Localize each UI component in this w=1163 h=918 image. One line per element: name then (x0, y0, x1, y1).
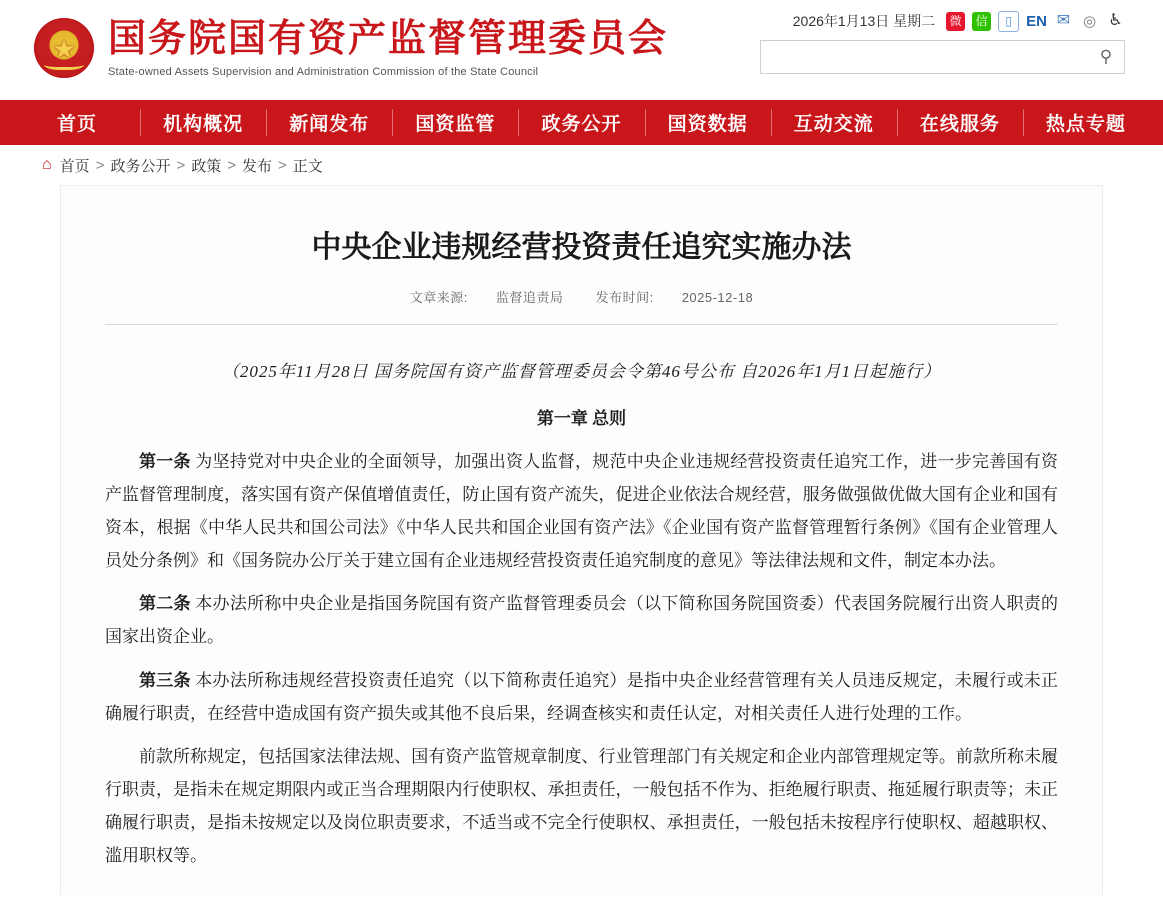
breadcrumb-item-government-affairs[interactable]: 政务公开 (110, 157, 171, 175)
site-title-cn: 国务院国有资产监督管理委员会 (108, 18, 669, 61)
breadcrumb-separator: > (227, 156, 237, 174)
nav-item-supervision[interactable]: 国资监管 (392, 100, 518, 145)
mobile-icon[interactable]: ▯ (998, 11, 1019, 32)
breadcrumb-item-policy[interactable]: 政策 (191, 157, 222, 175)
article-body (105, 325, 1058, 873)
site-title-block (108, 18, 668, 78)
page-title: 中央企业违规经营投资责任追究实施办法 (311, 231, 852, 264)
search-icon[interactable]: ⚲ (1088, 42, 1124, 72)
article-date-value: 2025-12-18 (681, 289, 754, 305)
main-navigation (0, 100, 1163, 145)
article-clause-marker: 第三条 (139, 670, 191, 690)
article-clause-text: 本办法所称违规经营投资责任追究（以下简称责任追究）是指中央企业经营管理有关人员违反规定，未履行或未正确履行职责，在经营中造成国有资产损失或其他不良后果，经调查核实和责任认定，对相关责任人进行处理的工作。 (105, 670, 1059, 723)
home-icon: ⌂ (42, 156, 52, 173)
header-utility-area (760, 6, 1125, 74)
article-source-label: 文章来源: (409, 289, 468, 305)
search-input[interactable] (761, 42, 1088, 72)
mail-icon[interactable]: ✉ (1056, 12, 1071, 29)
breadcrumb-separator: > (95, 156, 105, 174)
article-meta (105, 287, 1058, 306)
national-emblem-icon (34, 18, 94, 78)
article-source-value: 监督追责局 (495, 289, 564, 305)
search-box (760, 40, 1125, 74)
site-title-en: State-owned Assets Supervision and Administration Commission of the State Council (108, 65, 539, 78)
nav-item-government-affairs[interactable]: 政务公开 (518, 100, 644, 145)
nav-item-news[interactable]: 新闻发布 (266, 100, 392, 145)
site-logo-area[interactable] (34, 18, 668, 78)
current-date: 2026年1月13日 星期二 (792, 13, 936, 29)
breadcrumb-separator: > (176, 156, 186, 174)
article-paragraph (105, 587, 1058, 653)
article-clause-text: 为坚持党对中央企业的全面领导，加强出资人监督，规范中央企业违规经营投资责任追究工作，进一步完善国有资产监督管理制度，落实国有资产保值增值责任，防止国有资产流失，促进企业依法合规经营，服务做强做优做大国有企业和国有资本，根据《中华人民共和国公司法》《中华人民共和国企业国有资产法》《企业国有资产监督管理暂行条例》《国有企业管理人员处分条例》和《国务院办公厅关于建立国有企业违规经营投资责任追究制度的意见》等法律法规和文件，制定本办法。 (105, 451, 1059, 571)
article-container (60, 185, 1103, 895)
article-clause-marker: 第一条 (139, 451, 191, 471)
article-clause-text: 前款所称规定，包括国家法律法规、国有资产监管规章制度、行业管理部门有关规定和企业内部管理规定等。前款所称未履行职责，是指未在规定期限内或正当合理期限内行使职权、承担责任，一般包括不作为、拒绝履行职责、拖延履行职责等；未正确履行职责，是指未按规定以及岗位职责要求，不适当或不完全行使职权、承担责任，一般包括未按程序行使职权、超越职权、滥用职权等。 (105, 746, 1058, 866)
article-clause-text: 本办法所称中央企业是指国务院国有资产监督管理委员会（以下简称国务院国资委）代表国务院履行出资人职责的国家出资企业。 (105, 594, 1059, 647)
site-map-icon[interactable]: ◎ (1082, 12, 1097, 30)
nav-item-topics[interactable]: 热点专题 (1023, 100, 1149, 145)
breadcrumb-item-home[interactable]: 首页 (59, 157, 90, 175)
site-header (0, 0, 1163, 100)
utility-row (760, 6, 1125, 36)
weibo-icon[interactable]: 微 (946, 12, 965, 31)
article-paragraph (105, 445, 1058, 578)
article-paragraph (105, 740, 1058, 873)
nav-item-interaction[interactable]: 互动交流 (771, 100, 897, 145)
nav-item-home[interactable]: 首页 (57, 114, 98, 135)
breadcrumb-item-current: 正文 (292, 157, 323, 175)
accessibility-icon[interactable]: ♿ (1108, 12, 1123, 29)
breadcrumb-item-release[interactable]: 发布 (242, 157, 273, 175)
nav-item-data[interactable]: 国资数据 (645, 100, 771, 145)
nav-item-online-service[interactable]: 在线服务 (897, 100, 1023, 145)
article-paragraph (105, 664, 1058, 730)
wechat-icon[interactable]: 信 (972, 12, 991, 31)
english-link[interactable]: EN (1026, 12, 1047, 30)
article-date-label: 发布时间: (595, 289, 654, 305)
article-clause-marker: 第二条 (139, 594, 191, 614)
breadcrumb (0, 145, 1163, 185)
promulgation-line: （2025年11月28日 国务院国有资产监督管理委员会令第46号公布 自2026年1月1日起施行） (221, 361, 942, 381)
nav-item-organization[interactable]: 机构概况 (140, 100, 266, 145)
chapter-heading: 第一章 总则 (536, 408, 627, 428)
breadcrumb-separator: > (278, 156, 287, 174)
